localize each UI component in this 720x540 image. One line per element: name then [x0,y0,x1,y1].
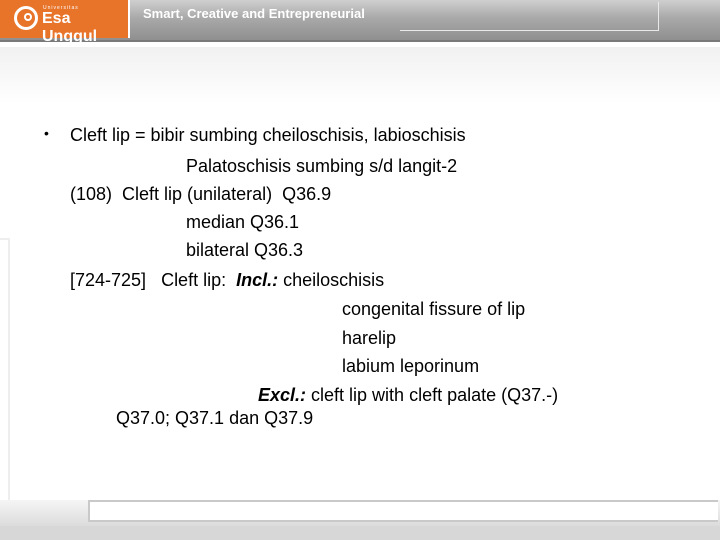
tagline: Smart, Creative and Entrepreneurial [143,6,365,21]
bullet: • [44,125,49,141]
line-cleft-lip: Cleft lip = bibir sumbing cheiloschisis, labioschisis [70,125,466,145]
line-unilateral: (108) Cleft lip (unilateral) Q36.9 [70,184,332,204]
top-decoration-band [0,47,720,105]
line-median: median Q36.1 [186,212,300,232]
line-palatoschisis: Palatoschisis sumbing s/d langit-2 [186,156,458,176]
logo-name: Esa Unggul [42,10,98,45]
logo-circle-icon [14,6,38,30]
line-harelip: harelip [342,328,397,348]
excl-label: Excl.: [258,385,307,405]
footer-bottom [0,526,720,540]
line-q37: Q37.0; Q37.1 dan Q37.9 [116,408,314,428]
incl-suffix: cheiloschisis [278,270,385,290]
incl-label: Incl.: [236,270,279,290]
logo-subtext: Universitas [43,5,79,11]
line-congenital: congenital fissure of lip [342,299,526,319]
line-labium: labium leporinum [342,356,480,376]
line-bilateral: bilateral Q36.3 [186,240,304,260]
line-excl [258,385,558,406]
left-decoration-vertical [8,240,10,530]
excl-suffix: cleft lip with cleft palate (Q37.-) [306,385,559,405]
line-incl [70,270,384,291]
header-frame-decoration [400,2,659,31]
footer-frame [88,500,718,522]
logo [0,0,130,45]
incl-prefix: [724-725] Cleft lip: [70,270,237,290]
